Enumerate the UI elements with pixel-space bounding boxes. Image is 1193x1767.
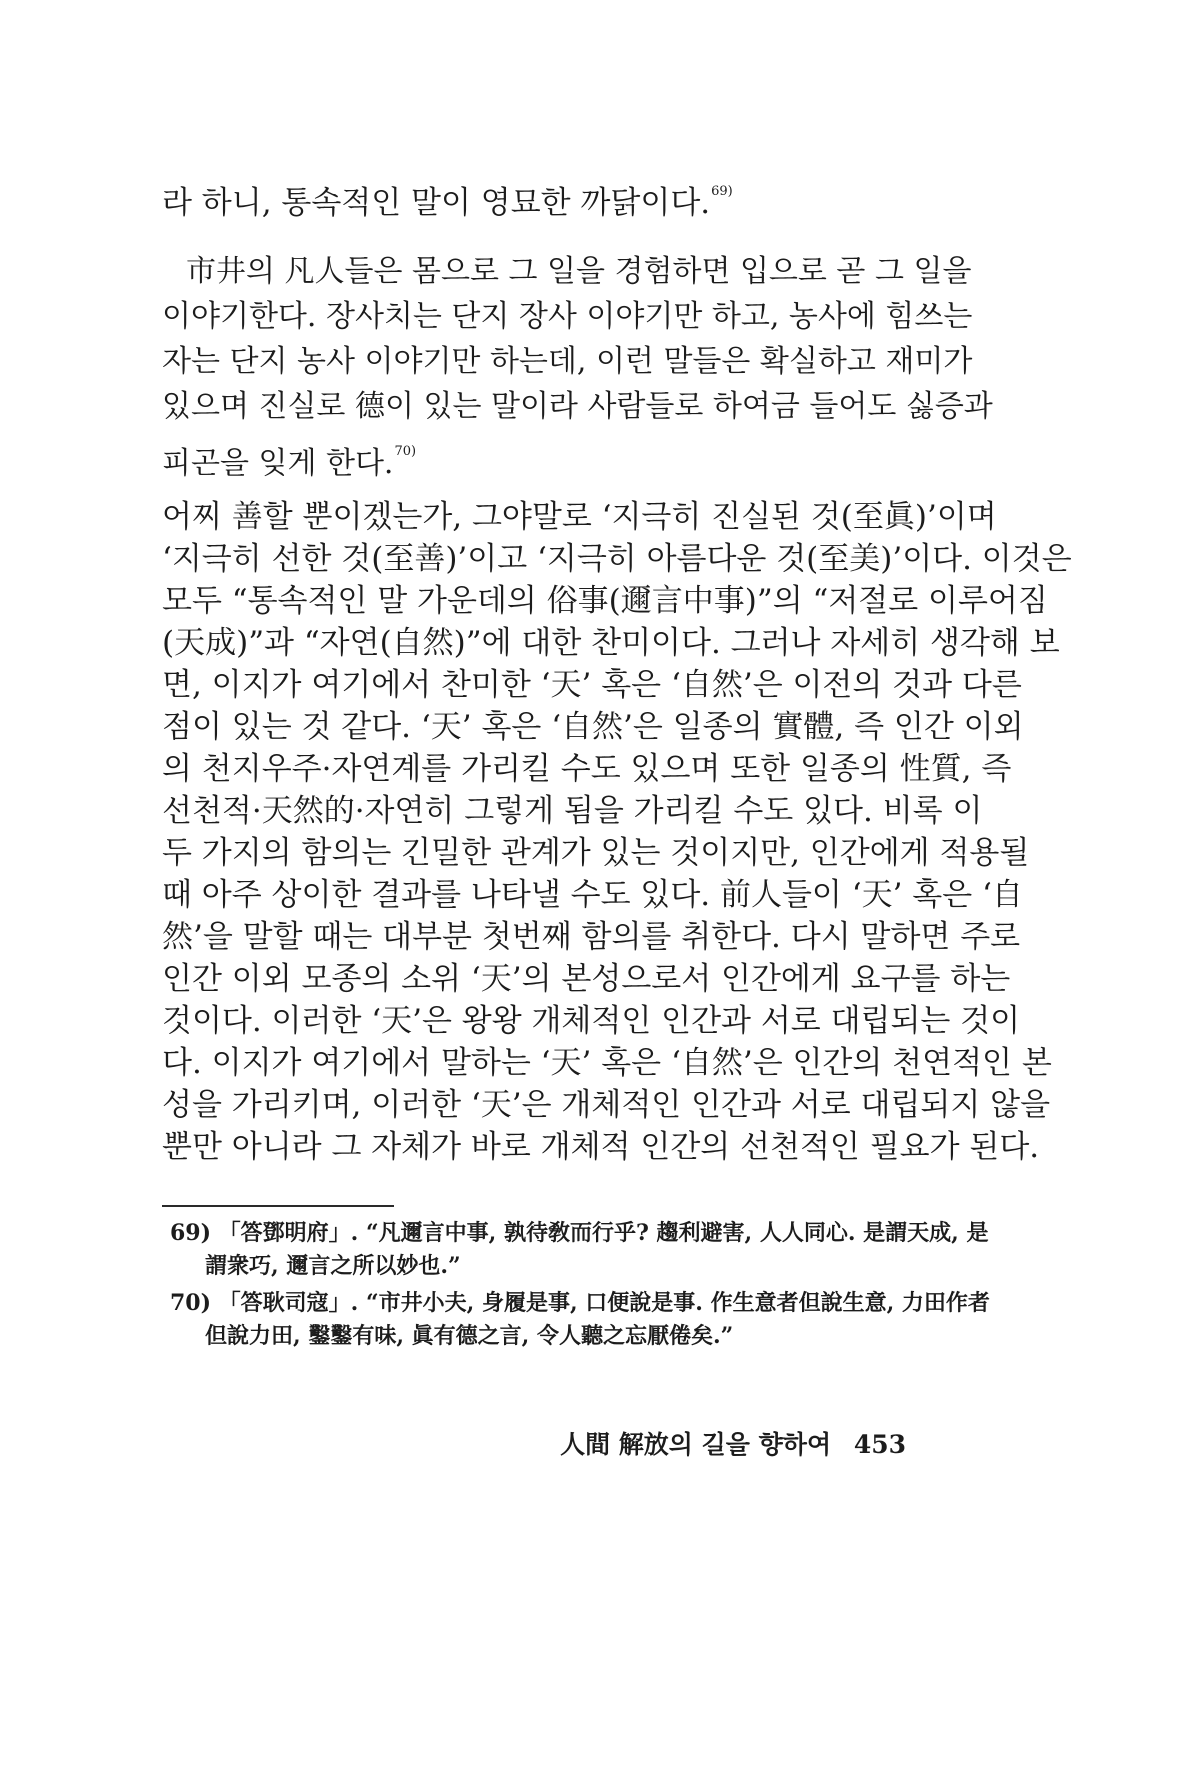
paragraph-line: ‘지극히 선한 것(至善)’이고 ‘지극히 아름다운 것(至美)’이다. 이것은 — [162, 541, 1072, 577]
quote-last-line — [162, 432, 877, 481]
footnote-marker-70: 70) — [394, 444, 417, 459]
footnote-70-continuation: 但說力田, 鑿鑿有味, 眞有德之言, 令人聽之忘厭倦矣.” — [205, 1323, 734, 1349]
paragraph-line: 성을 가리키며, 이러한 ‘天’은 개체적인 인간과 서로 대립되지 않을 — [162, 1087, 1051, 1123]
footnote-70-line: 70) 「答耿司寇」. “市井小夫, 身履是事, 口便說是事. 作生意者但說生意, 力田作者 — [170, 1290, 990, 1316]
paragraph-line: 면, 이지가 여기에서 찬미한 ‘天’ 혹은 ‘自然’은 이전의 것과 다른 — [162, 667, 1022, 703]
paragraph-line: 때 아주 상이한 결과를 나타낼 수도 있다. 前人들이 ‘天’ 혹은 ‘自 — [162, 877, 1023, 913]
paragraph-line: 인간 이외 모종의 소위 ‘天’의 본성으로서 인간에게 요구를 하는 — [162, 961, 1011, 997]
paragraph-line: 두 가지의 함의는 긴밀한 관계가 있는 것이지만, 인간에게 적용될 — [162, 835, 1030, 871]
footnote-69-continuation: 謂衆巧, 邇言之所以妙也.” — [205, 1253, 461, 1279]
paragraph-line: 어찌 善할 뿐이겠는가, 그야말로 ‘지극히 진실된 것(至眞)’이며 — [162, 499, 997, 535]
continuation-text: 라 하니, 통속적인 말이 영묘한 까닭이다. — [162, 185, 711, 221]
footnote-69-line: 69) 「答鄧明府」. “凡邇言中事, 孰待敎而行乎? 趨利避害, 人人同心. 是謂天成, 是 — [170, 1220, 989, 1246]
running-title: 人間 解放의 길을 향하여 — [560, 1430, 832, 1459]
paragraph-line: 것이다. 이러한 ‘天’은 왕왕 개체적인 인간과 서로 대립되는 것이 — [162, 1003, 1021, 1039]
quote-last-text: 피곤을 잊게 한다. — [162, 446, 394, 481]
quote-line: 市井의 凡人들은 몸으로 그 일을 경험하면 입으로 곧 그 일을 — [186, 254, 972, 289]
running-footer — [560, 1428, 906, 1462]
paragraph-line: 점이 있는 것 같다. ‘天’ 혹은 ‘自然’은 일종의 實體, 즉 인간 이외 — [162, 709, 1024, 745]
paragraph-line: (天成)”과 “자연(自然)”에 대한 찬미이다. 그러나 자세히 생각해 보 — [162, 625, 1060, 661]
footnote-marker-69: 69) — [711, 184, 733, 199]
paragraph-line: 모두 “통속적인 말 가운데의 俗事(邇言中事)”의 “저절로 이루어짐 — [162, 583, 1048, 619]
paragraph-line: 然’을 말할 때는 대부분 첫번째 함의를 취한다. 다시 말하면 주로 — [162, 919, 1021, 955]
continuation-line — [162, 172, 906, 221]
footnote-divider — [162, 1205, 394, 1207]
paragraph-line: 다. 이지가 여기에서 말하는 ‘天’ 혹은 ‘自然’은 인간의 천연적인 본 — [162, 1045, 1052, 1081]
paragraph-line: 의 천지우주·자연계를 가리킬 수도 있으며 또한 일종의 性質, 즉 — [162, 751, 1012, 787]
paragraph-line: 선천적·天然的·자연히 그렇게 됨을 가리킬 수도 있다. 비록 이 — [162, 793, 983, 829]
quote-line: 이야기한다. 장사치는 단지 장사 이야기만 하고, 농사에 힘쓰는 — [162, 299, 973, 334]
quote-line: 있으며 진실로 德이 있는 말이라 사람들로 하여금 들어도 싫증과 — [162, 389, 993, 424]
paragraph-line: 뿐만 아니라 그 자체가 바로 개체적 인간의 선천적인 필요가 된다. — [162, 1129, 1040, 1165]
quote-line: 자는 단지 농사 이야기만 하는데, 이런 말들은 확실하고 재미가 — [162, 344, 973, 379]
page-number: 453 — [853, 1430, 906, 1459]
